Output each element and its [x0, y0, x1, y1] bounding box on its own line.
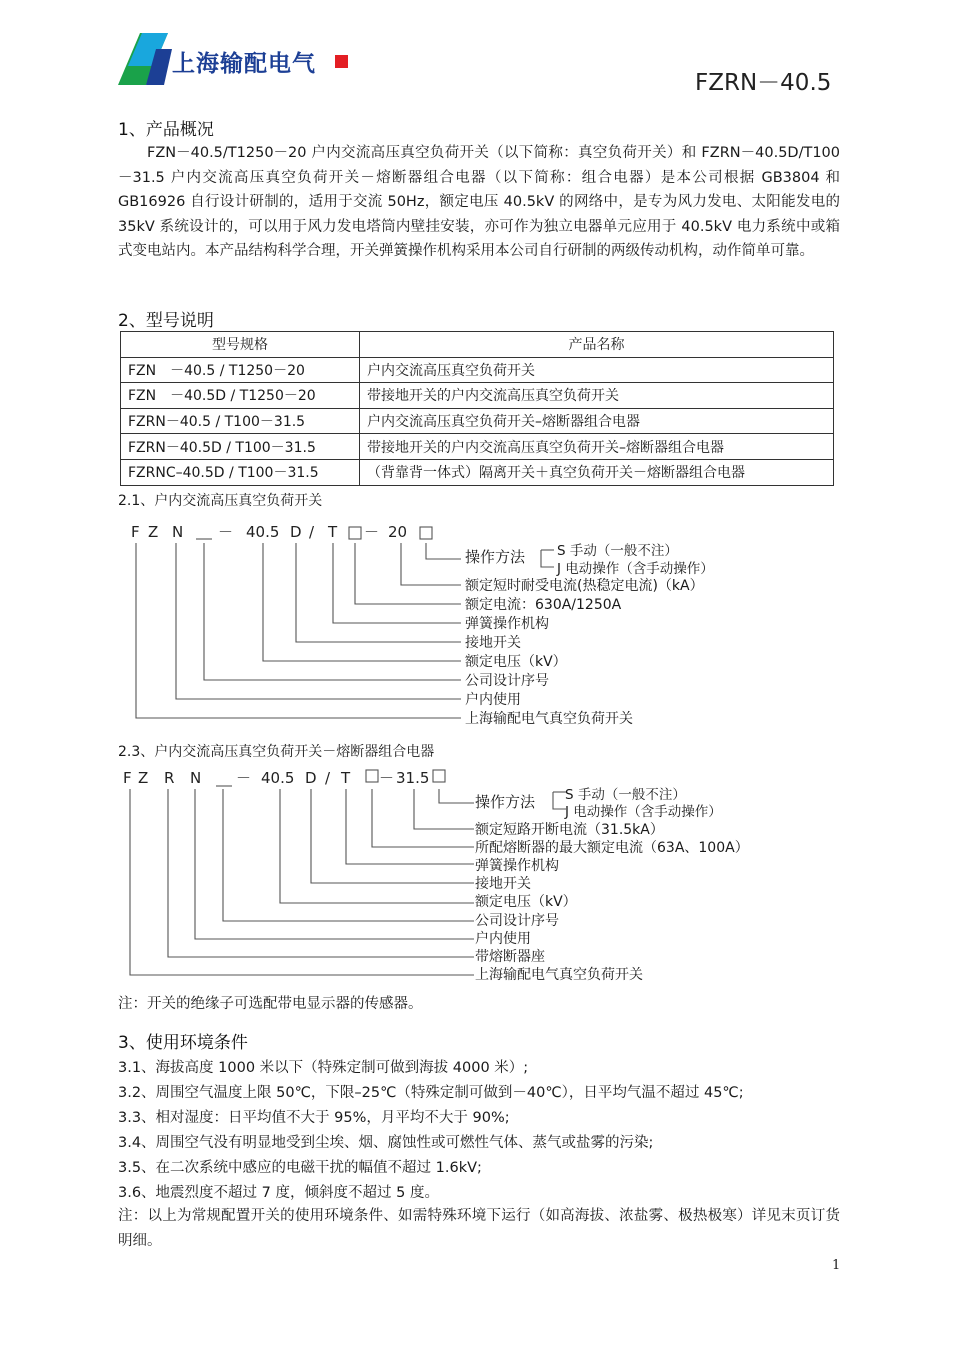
diagram-label: 弹簧操作机构 — [465, 616, 549, 632]
diagram-label: 所配熔断器的最大额定电流（63A、100A） — [475, 840, 749, 856]
op-option-electric: J 电动操作（含手动操作） — [557, 561, 714, 577]
op-method-label: 操作方法 — [465, 548, 526, 566]
code-letter-n: N — [190, 769, 202, 787]
table-row — [121, 357, 834, 383]
condition-item: 3.5、在二次系统中感应的电磁干扰的幅值不超过 1.6kV; — [118, 1160, 482, 1176]
model-cell: FZRN－40.5 / T100－31.5 — [121, 408, 360, 434]
op-method-label: 操作方法 — [475, 793, 536, 811]
table-header-row — [121, 332, 834, 358]
section-3-title: 3、使用环境条件 — [118, 1033, 248, 1053]
code-slash: / — [309, 523, 315, 541]
op-option-manual: S 手动（一般不注） — [557, 543, 678, 559]
condition-item: 3.6、地震烈度不超过 7 度，倾斜度不超过 5 度。 — [118, 1185, 439, 1201]
diagram-label: 户内使用 — [475, 931, 531, 947]
code-letter-f: F — [123, 769, 132, 787]
table-row — [121, 434, 834, 460]
code-letter-d: D — [305, 769, 317, 787]
diagram-label: 公司设计序号 — [465, 673, 549, 689]
diagram-label: 户内使用 — [465, 692, 521, 708]
code-letter-t: T — [341, 769, 351, 787]
model-cell: FZRN－40.5D / T100－31.5 — [121, 434, 360, 460]
diagram-label: 弹簧操作机构 — [475, 858, 559, 874]
diagram-label: 额定电流：630A/1250A — [465, 597, 622, 613]
section-1-title: 1、产品概况 — [118, 120, 214, 140]
code-current: 31.5 — [396, 769, 430, 787]
diagram-label: 额定短时耐受电流(热稳定电流)（kA） — [465, 578, 704, 594]
logo-red-square — [335, 55, 348, 68]
table-row — [121, 408, 834, 434]
diagram-label: 接地开关 — [465, 635, 521, 651]
company-name: 上海输配电气 — [172, 51, 316, 77]
section-1-paragraph — [118, 141, 840, 264]
section-2-title: 2、型号说明 — [118, 311, 214, 331]
table-header-cell: 型号规格 — [121, 332, 360, 358]
diagram-label: 上海输配电气真空负荷开关 — [465, 711, 633, 727]
subsection-2-3-title: 2.3、户内交流高压真空负荷开关－熔断器组合电器 — [118, 744, 435, 760]
diagram-label: 公司设计序号 — [475, 913, 559, 929]
code-slash: / — [325, 769, 331, 787]
page-number: 1 — [832, 1258, 841, 1273]
diagram-label: 上海输配电气真空负荷开关 — [475, 967, 643, 983]
table-row — [121, 383, 834, 409]
code-letter-d: D — [290, 523, 302, 541]
diagram-label: 额定短路开断电流（31.5kA） — [475, 822, 664, 838]
condition-item: 3.3、相对湿度：日平均值不大于 95%，月平均不大于 90%; — [118, 1110, 510, 1126]
code-letter-f: F — [131, 523, 140, 541]
code-letter-r: R — [164, 769, 175, 787]
model-cell: FZRNC–40.5D / T100－31.5 — [121, 459, 360, 485]
code-dash: － — [364, 523, 380, 541]
model-cell: FZN －40.5 / T1250－20 — [121, 357, 360, 383]
diagram-label: 额定电压（kV） — [465, 654, 567, 670]
section-3-note: 注：以上为常规配置开关的使用环境条件、如需特殊环境下运行（如高海拔、浓盐雾、极热极寒）详见末页订货明细。 — [118, 1208, 840, 1249]
op-option-electric: J 电动操作（含手动操作） — [565, 804, 722, 820]
company-logo-icon — [118, 33, 172, 85]
code-current: 20 — [388, 523, 408, 541]
code-dash: － — [379, 769, 395, 787]
table-header-cell: 产品名称 — [360, 332, 834, 358]
condition-item: 3.2、周围空气温度上限 50℃，下限–25℃（特殊定制可做到－40℃），日平均气温不超过 45℃; — [118, 1085, 744, 1101]
diagram-label: 额定电压（kV） — [475, 894, 577, 910]
op-option-manual: S 手动（一般不注） — [565, 787, 686, 803]
name-cell: 带接地开关的户内交流高压真空负荷开关–熔断器组合电器 — [360, 434, 834, 460]
code-letter-t: T — [328, 523, 338, 541]
table-row — [121, 459, 834, 485]
model-table — [120, 331, 834, 486]
name-cell: 户内交流高压真空负荷开关–熔断器组合电器 — [360, 408, 834, 434]
model-code: FZRN－40.5 — [695, 70, 832, 96]
name-cell: 带接地开关的户内交流高压真空负荷开关 — [360, 383, 834, 409]
code-letter-z: Z — [148, 523, 159, 541]
model-cell: FZN －40.5D / T1250－20 — [121, 383, 360, 409]
name-cell: 户内交流高压真空负荷开关 — [360, 357, 834, 383]
condition-item: 3.1、海拔高度 1000 米以下（特殊定制可做到海拔 4000 米）; — [118, 1060, 529, 1076]
code-voltage: 40.5 — [246, 523, 280, 541]
overview-text: FZN－40.5/T1250－20 户内交流高压真空负荷开关（以下简称：真空负荷开关）和 FZRN－40.5D/T100－31.5 户内交流高压真空负荷开关－熔断器组合电器（以下简称：组合电器）是本公司根据 GB3804 和 GB16926 自行设计研制的，适用于交流 50Hz，额定电压 40.5kV 的网络中，是专为风力发电、太阳能发电的 35kV 系统设计的，可以用于风力发电塔筒内壁挂安装，亦可作为独立电器单元应用于 40.5kV 电力系统中或箱式变电站内。本产品结构科学合理，开关弹簧操作机构采用本公司自行研制的两级传动机构，动作简单可靠。 — [118, 145, 840, 259]
code-voltage: 40.5 — [261, 769, 295, 787]
diagram-label: 带熔断器座 — [475, 949, 545, 965]
code-letter-z: Z — [138, 769, 149, 787]
code-letter-n: N — [172, 523, 184, 541]
condition-item: 3.4、周围空气没有明显地受到尘埃、烟、腐蚀性或可燃性气体、蒸气或盐雾的污染; — [118, 1135, 654, 1151]
name-cell: （背靠背一体式）隔离开关＋真空负荷开关－熔断器组合电器 — [360, 459, 834, 485]
section-2-note: 注：开关的绝缘子可选配带电显示器的传感器。 — [118, 996, 423, 1012]
code-dash: － — [218, 523, 234, 541]
code-dash: － — [236, 769, 252, 787]
diagram-label: 接地开关 — [475, 876, 531, 892]
subsection-2-1-title: 2.1、户内交流高压真空负荷开关 — [118, 493, 323, 509]
